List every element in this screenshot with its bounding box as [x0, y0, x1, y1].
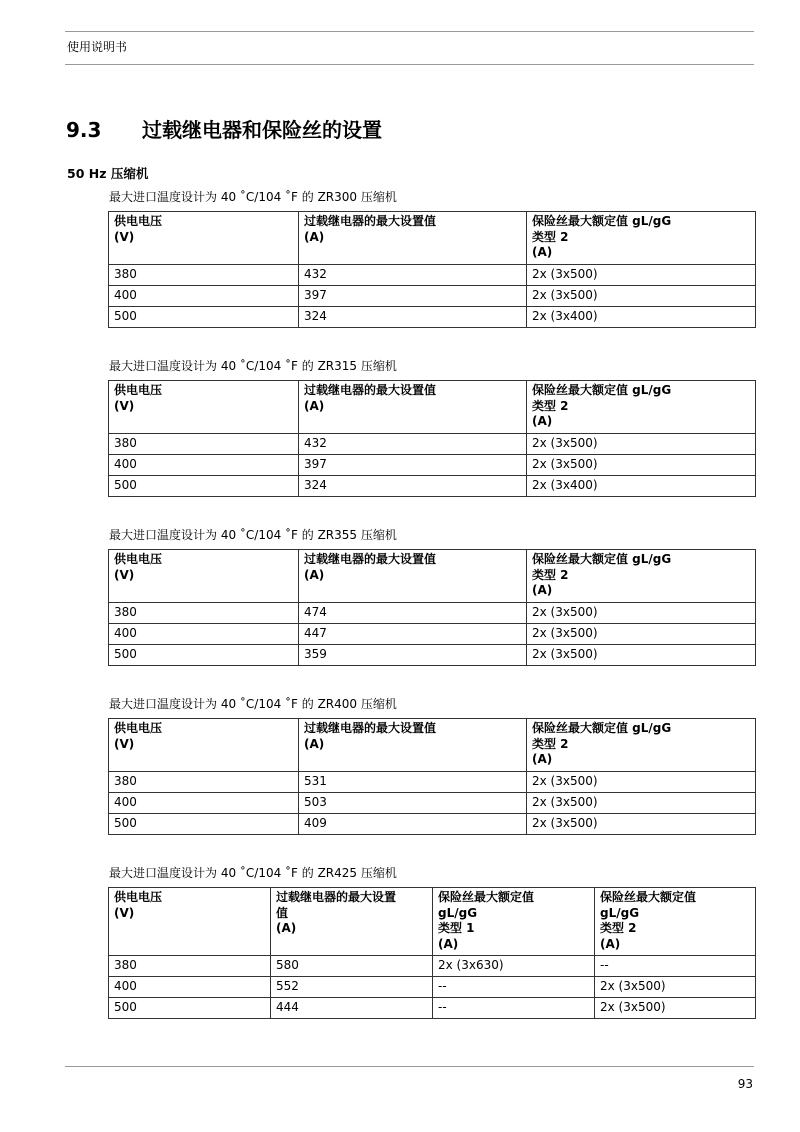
table-row: [109, 792, 756, 813]
cell-relay: 324: [299, 475, 527, 496]
cell-voltage: 500: [109, 998, 271, 1019]
header-fuse-rating: 保险丝最大额定值 gL/gG 类型 2 (A): [527, 719, 756, 772]
table-caption: 最大进口温度设计为 40 ˚C/104 ˚F 的 ZR425 压缩机: [109, 866, 397, 880]
cell-relay: 397: [299, 454, 527, 475]
table-row: [109, 998, 756, 1019]
header-supply-voltage: 供电电压 (V): [109, 550, 299, 603]
cell-voltage: 380: [109, 433, 299, 454]
cell-relay: 503: [299, 792, 527, 813]
cell-fuse: 2x (3x500): [527, 771, 756, 792]
cell-relay: 447: [299, 623, 527, 644]
header-fuse-rating-type1: 保险丝最大额定值 gL/gG 类型 1 (A): [433, 888, 595, 956]
cell-fuse: 2x (3x500): [527, 602, 756, 623]
section-heading: [66, 114, 382, 143]
header-overload-relay: 过载继电器的最大设置值 (A): [299, 381, 527, 434]
table-caption: 最大进口温度设计为 40 ˚C/104 ˚F 的 ZR355 压缩机: [109, 528, 397, 542]
table-row: [109, 433, 756, 454]
cell-relay: 359: [299, 644, 527, 665]
cell-voltage: 400: [109, 977, 271, 998]
cell-voltage: 380: [109, 956, 271, 977]
cell-relay: 552: [271, 977, 433, 998]
table-header-row: [109, 381, 756, 434]
table-header-row: [109, 212, 756, 265]
cell-fuse-type2: 2x (3x500): [595, 977, 756, 998]
cell-relay: 474: [299, 602, 527, 623]
cell-fuse: 2x (3x500): [527, 285, 756, 306]
page-number: 93: [737, 1077, 753, 1091]
cell-fuse: 2x (3x500): [527, 454, 756, 475]
table-header-row: [109, 550, 756, 603]
cell-fuse-type1: 2x (3x630): [433, 956, 595, 977]
settings-table-zr315: [108, 380, 756, 497]
cell-voltage: 400: [109, 285, 299, 306]
table-caption: 最大进口温度设计为 40 ˚C/104 ˚F 的 ZR315 压缩机: [109, 359, 397, 373]
cell-fuse: 2x (3x500): [527, 623, 756, 644]
header-supply-voltage: 供电电压 (V): [109, 212, 299, 265]
table-caption: 最大进口温度设计为 40 ˚C/104 ˚F 的 ZR300 压缩机: [109, 190, 397, 204]
table-row: [109, 977, 756, 998]
cell-fuse: 2x (3x500): [527, 792, 756, 813]
header-fuse-rating: 保险丝最大额定值 gL/gG 类型 2 (A): [527, 550, 756, 603]
cell-voltage: 380: [109, 264, 299, 285]
table-row: [109, 264, 756, 285]
table-row: [109, 454, 756, 475]
header-fuse-rating: 保险丝最大额定值 gL/gG 类型 2 (A): [527, 381, 756, 434]
cell-voltage: 500: [109, 644, 299, 665]
cell-fuse-type2: --: [595, 956, 756, 977]
cell-fuse-type2: 2x (3x500): [595, 998, 756, 1019]
cell-voltage: 400: [109, 792, 299, 813]
cell-relay: 432: [299, 433, 527, 454]
cell-fuse: 2x (3x400): [527, 475, 756, 496]
cell-voltage: 400: [109, 454, 299, 475]
cell-voltage: 500: [109, 813, 299, 834]
header-rule-bottom: [65, 64, 754, 65]
header-overload-relay: 过载继电器的最大设置值 (A): [299, 212, 527, 265]
table-row: [109, 475, 756, 496]
table-row: [109, 306, 756, 327]
cell-relay: 444: [271, 998, 433, 1019]
cell-fuse: 2x (3x500): [527, 813, 756, 834]
table-row: [109, 285, 756, 306]
table-row: [109, 771, 756, 792]
header-overload-relay: 过载继电器的最大设置值 (A): [299, 719, 527, 772]
cell-fuse-type1: --: [433, 998, 595, 1019]
cell-voltage: 400: [109, 623, 299, 644]
cell-relay: 324: [299, 306, 527, 327]
footer-rule: [65, 1066, 754, 1067]
cell-relay: 432: [299, 264, 527, 285]
cell-fuse: 2x (3x500): [527, 264, 756, 285]
cell-fuse-type1: --: [433, 977, 595, 998]
cell-voltage: 380: [109, 602, 299, 623]
header-rule-top: [65, 31, 754, 32]
header-supply-voltage: 供电电压 (V): [109, 888, 271, 956]
settings-table-zr355: [108, 549, 756, 666]
table-header-row: [109, 888, 756, 956]
header-overload-relay: 过载继电器的最大设置值 (A): [299, 550, 527, 603]
settings-table-zr400: [108, 718, 756, 835]
settings-table-zr300: [108, 211, 756, 328]
header-fuse-rating-type2: 保险丝最大额定值 gL/gG 类型 2 (A): [595, 888, 756, 956]
subheading: 50 Hz 压缩机: [67, 166, 149, 181]
table-row: [109, 623, 756, 644]
header-overload-relay: 过载继电器的最大设置 值 (A): [271, 888, 433, 956]
section-number: 9.3: [66, 118, 102, 142]
table-row: [109, 956, 756, 977]
cell-relay: 580: [271, 956, 433, 977]
header-fuse-rating: 保险丝最大额定值 gL/gG 类型 2 (A): [527, 212, 756, 265]
header-supply-voltage: 供电电压 (V): [109, 719, 299, 772]
table-row: [109, 644, 756, 665]
header-supply-voltage: 供电电压 (V): [109, 381, 299, 434]
cell-fuse: 2x (3x400): [527, 306, 756, 327]
cell-fuse: 2x (3x500): [527, 433, 756, 454]
table-header-row: [109, 719, 756, 772]
table-row: [109, 602, 756, 623]
section-title: 过载继电器和保险丝的设置: [142, 118, 382, 142]
table-row: [109, 813, 756, 834]
document-header: 使用说明书: [67, 40, 128, 54]
cell-relay: 409: [299, 813, 527, 834]
cell-voltage: 500: [109, 475, 299, 496]
cell-relay: 397: [299, 285, 527, 306]
table-caption: 最大进口温度设计为 40 ˚C/104 ˚F 的 ZR400 压缩机: [109, 697, 397, 711]
settings-table-zr425: [108, 887, 756, 1019]
cell-voltage: 380: [109, 771, 299, 792]
cell-voltage: 500: [109, 306, 299, 327]
cell-fuse: 2x (3x500): [527, 644, 756, 665]
cell-relay: 531: [299, 771, 527, 792]
